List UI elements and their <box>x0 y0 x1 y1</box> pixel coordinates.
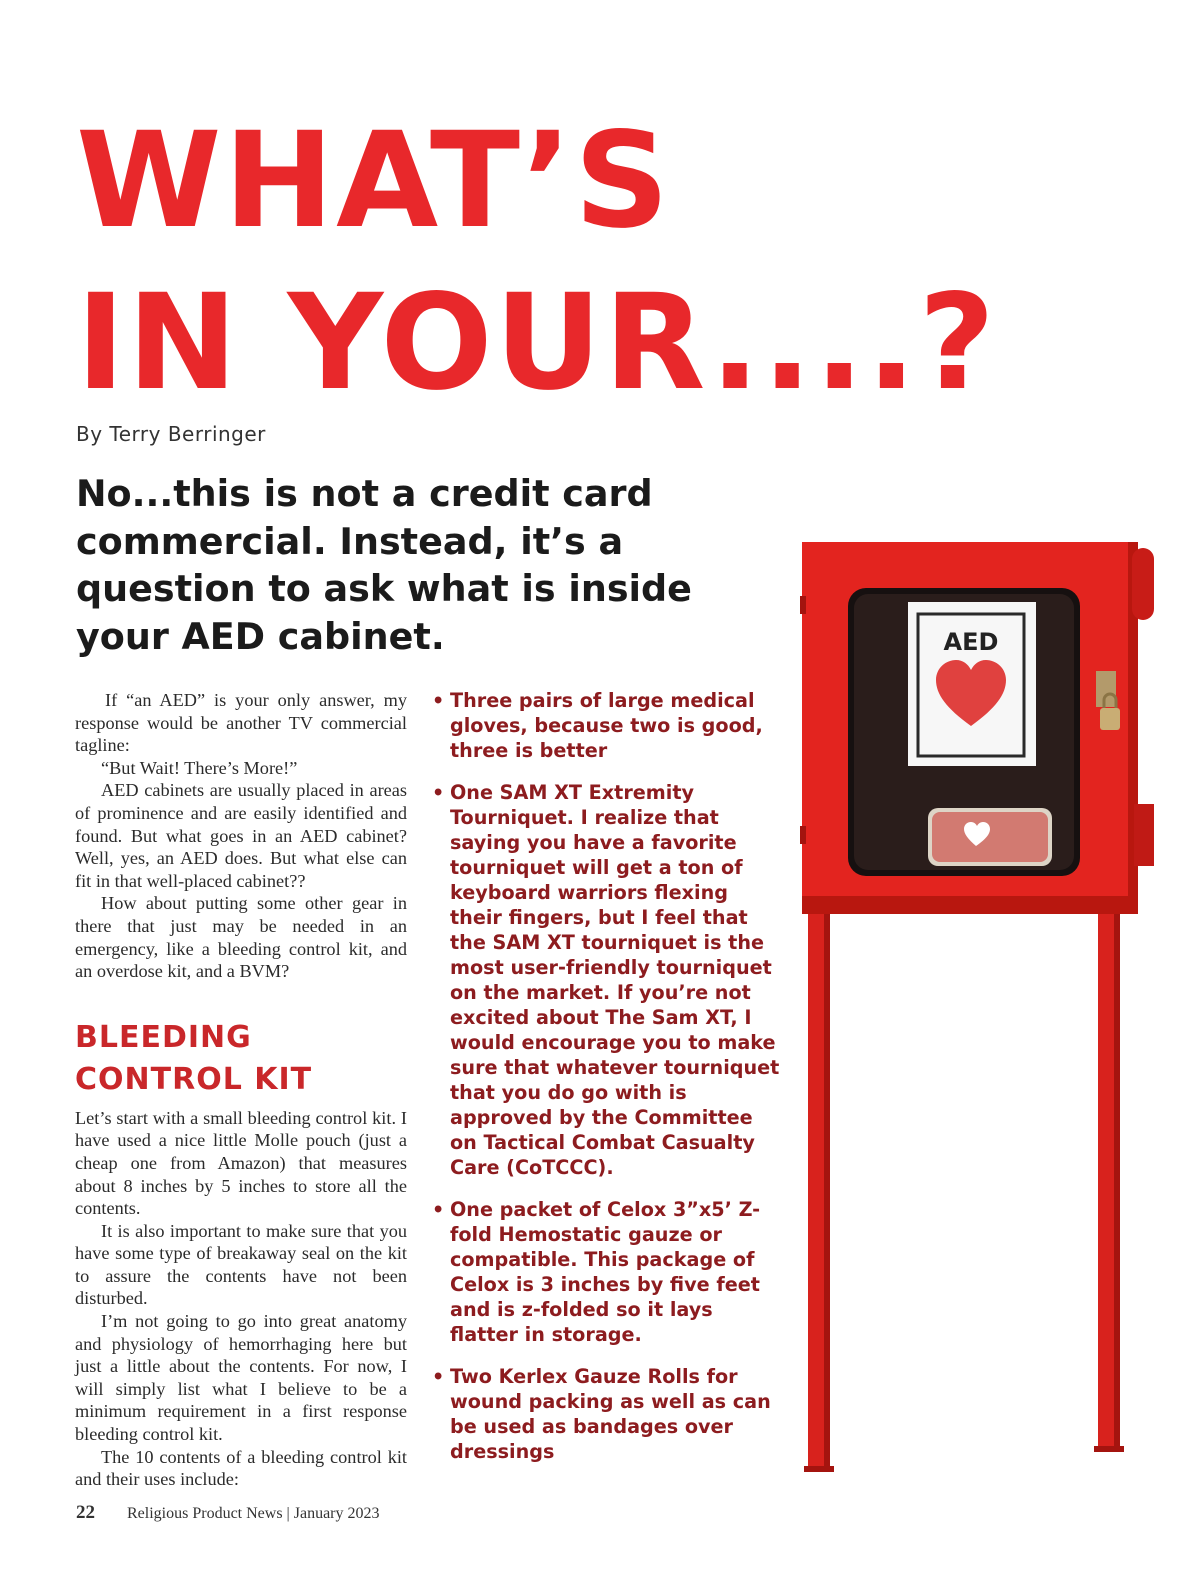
page-number: 22 <box>76 1502 95 1523</box>
aed-sign-label: AED <box>943 628 999 656</box>
list-item-text: Three pairs of large medical gloves, because two is good, three is better <box>450 689 763 762</box>
bullet-icon: • <box>432 781 445 804</box>
bleeding-kit-list <box>432 688 782 1464</box>
section-heading <box>75 1017 407 1101</box>
padlock-icon <box>1100 708 1120 730</box>
headline <box>76 100 1076 424</box>
list-item-text: Two Kerlex Gauze Rolls for wound packing as well as can be used as bandages over dressings <box>450 1365 771 1463</box>
body-paragraph: Let’s start with a small bleeding control kit. I have used a nice little Molle pouch (just a cheap one from Amazon) that measures about 8 inches by 5 inches to store all the contents. <box>75 1107 407 1219</box>
body-paragraph: The 10 contents of a bleeding control kit and their uses include: <box>75 1446 407 1490</box>
headline-line-1: WHAT’S <box>76 104 672 258</box>
section-heading-line-1: BLEEDING <box>75 1019 252 1055</box>
bullet-column <box>432 688 782 1481</box>
aed-cabinet-photo <box>796 536 1166 1496</box>
bullet-icon: • <box>432 689 445 712</box>
list-item <box>432 1364 782 1464</box>
alarm-bell-icon <box>1132 548 1154 620</box>
list-item-text: One packet of Celox 3”x5’ Z-fold Hemostatic gauze or compatible. This package of Celox is 3 inches by five feet and is z-folded so it lays flatter in storage. <box>450 1198 761 1346</box>
list-item <box>432 780 782 1180</box>
headline-line-2: IN YOUR....? <box>76 266 998 420</box>
list-item <box>432 688 782 763</box>
intro-paragraph: How about putting some other gear in there that just may be needed in an emergency, like a bleeding control kit, and an overdose kit, and a BVM? <box>75 893 407 982</box>
bullet-icon: • <box>432 1365 445 1388</box>
body-paragraph: I’m not going to go into great anatomy and physiology of hemorrhaging here but just a little about the contents. For now, I will simply list what I believe to be a minimum requirement in a first response bleeding control kit. <box>75 1311 407 1445</box>
intro-paragraph: “But Wait! There’s More!” <box>101 757 298 778</box>
body-paragraph: It is also important to make sure that you have some type of breakaway seal on the kit to assure the contents have not been disturbed. <box>75 1220 407 1309</box>
list-item <box>432 1197 782 1347</box>
section-heading-line-2: CONTROL KIT <box>75 1061 313 1097</box>
bullet-icon: • <box>432 1198 445 1221</box>
intro-paragraph: If “an AED” is your only answer, my response would be another TV commercial tagline: <box>75 690 407 756</box>
left-column <box>75 689 407 1491</box>
page-footer <box>76 1502 380 1524</box>
list-item-text: One SAM XT Extremity Tourniquet. I realize that saying you have a favorite tourniquet will get a ton of keyboard warriors flexing their fingers, but I feel that the SAM XT tourniquet is the most user-friendly tourniquet on the market. If you’re not excited about The Sam XT, I would encourage you to make sure that whatever tourniquet that you do go with is approved by the Committee on Tactical Combat Casualty Care (CoTCCC). <box>450 781 780 1179</box>
byline: By Terry Berringer <box>76 422 266 446</box>
deck: No...this is not a credit card commercial. Instead, it’s a question to ask what is inside your AED cabinet. <box>76 472 692 658</box>
intro-paragraph: AED cabinets are usually placed in areas of prominence and are easily identified and found. But what goes in an AED cabinet? Well, yes, an AED does. But what else can fit in that well-placed cabinet?? <box>75 780 407 891</box>
publication-info: Religious Product News | January 2023 <box>127 1505 380 1522</box>
